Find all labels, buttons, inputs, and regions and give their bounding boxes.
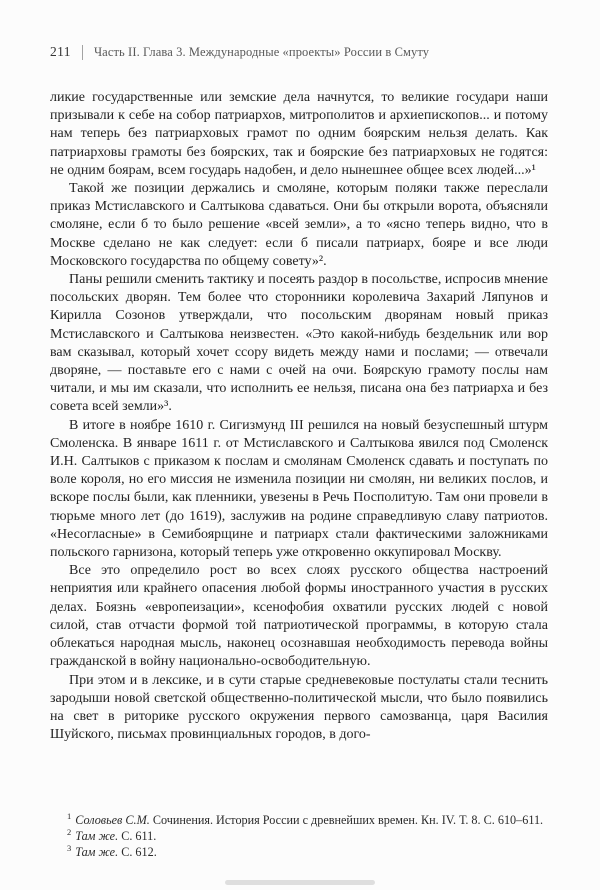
footnote-1: [50, 812, 548, 828]
page-number: 211: [50, 44, 71, 59]
body-paragraph-1: ликие государственные или земские дела начнутся, то великие государи наши призывали к себе на собор патриархов, митрополитов и архиепископов... и потому нам теперь без патриарховых грамот по одним боярским нельзя делать. Как патриарховы грамоты без боярских, так и боярские без патриарховых не годятся: не одним боярам, всем государь надобен, и дело нынешнее общее всех людей...»¹: [50, 90, 548, 178]
footnote-3-marker: 3: [67, 842, 72, 853]
footnote-2-source: Там же.: [75, 829, 119, 843]
footnote-3: [50, 844, 548, 860]
footnote-2-text: С. 611.: [118, 829, 157, 843]
body-paragraph-6: При этом и в лексике, и в сути старые средневековые постулаты стали теснить зародыши новой светской общественно-политической мысли, что было появились на свет в риторике русского окружения первого самозванца, царя Василия Шуйского, письмах провинциальных городов, в дого-: [50, 672, 548, 743]
footnote-1-source: Соловьев С.М.: [75, 813, 150, 827]
footnote-1-text: Сочинения. История России с древнейших времен. Кн. IV. Т. 8. С. 610–611.: [149, 813, 544, 827]
footnote-3-source: Там же.: [75, 845, 119, 859]
footnote-1-marker: 1: [67, 810, 72, 821]
running-header: [50, 44, 550, 60]
bottom-page-indicator: [225, 880, 375, 885]
body-paragraph-3: Паны решили сменить тактику и посеять раздор в посольстве, испросив мнение посольских дворян. Тем более что сторонники королевича Захарий Ляпунов и Кирилла Созонов утверждали, что посольским дворянам новый приказ Мстиславского и Салтыкова неизвестен. «Это какой-нибудь бездельник или вор вам сказывал, который хочет ссору видеть между нами и послами; — отвечали дворяне, — поставьте его с нами с очей на очи. Боярскую грамоту послы нам читали, и мы им сказали, что исполнить ее нельзя, писана она без патриарха и без совета всей земли»³.: [50, 272, 548, 415]
body-paragraph-4: В итоге в ноябре 1610 г. Сигизмунд III решился на новый безуспешный штурм Смоленска. В январе 1611 г. от Мстиславского и Салтыкова явился под Смоленск И.Н. Салтыков с приказом к послам и смолянам Смоленск сдавать и поступать по воле короля, но его миссия не изменила позиции ни смолян, ни великих послов, и вскоре послы были, как пленники, увезены в Речь Посполитую. Там они провели в тюрьме много лет (до 1619), заслужив на родине справедливую славу патриотов. «Несогласные» в Семибоярщине и патриарх стали фактическими заложниками польского гарнизона, который теперь уже откровенно оккупировал Москву.: [50, 417, 548, 561]
header-divider: [82, 45, 83, 60]
chapter-title: Часть II. Глава 3. Международные «проекты» России в Смуту: [93, 44, 430, 59]
body-paragraph-2: Такой же позиции держались и смоляне, которым поляки также переслали приказ Мстиславского и Салтыкова сдаваться. Они бы открыли ворота, объясняли смоляне, если б то было решение «всей земли», а то «ясно теперь видно, что в Москве сделано не как следует: если б писали патриарх, бояре и все люди Московского государства по общему совету»².: [50, 181, 548, 269]
footnote-2-marker: 2: [67, 826, 72, 837]
footnote-2: [50, 828, 548, 844]
footnotes-section: [50, 812, 548, 860]
body-paragraph-5: Все это определило рост во всех слоях русского общества настроений неприятия или крайнего опасения любой формы иностранного участия в русских делах. Боязнь «европеизации», ксенофобия охватили русских людей с новой силой, став отчасти формой той патриотической программы, в которую стала облекаться народная мысль, наконец осознавшая необходимость перевода войны гражданской в войну национально-освободительную.: [50, 563, 548, 670]
footnote-3-text: С. 612.: [118, 845, 157, 859]
page-body: [50, 89, 548, 744]
